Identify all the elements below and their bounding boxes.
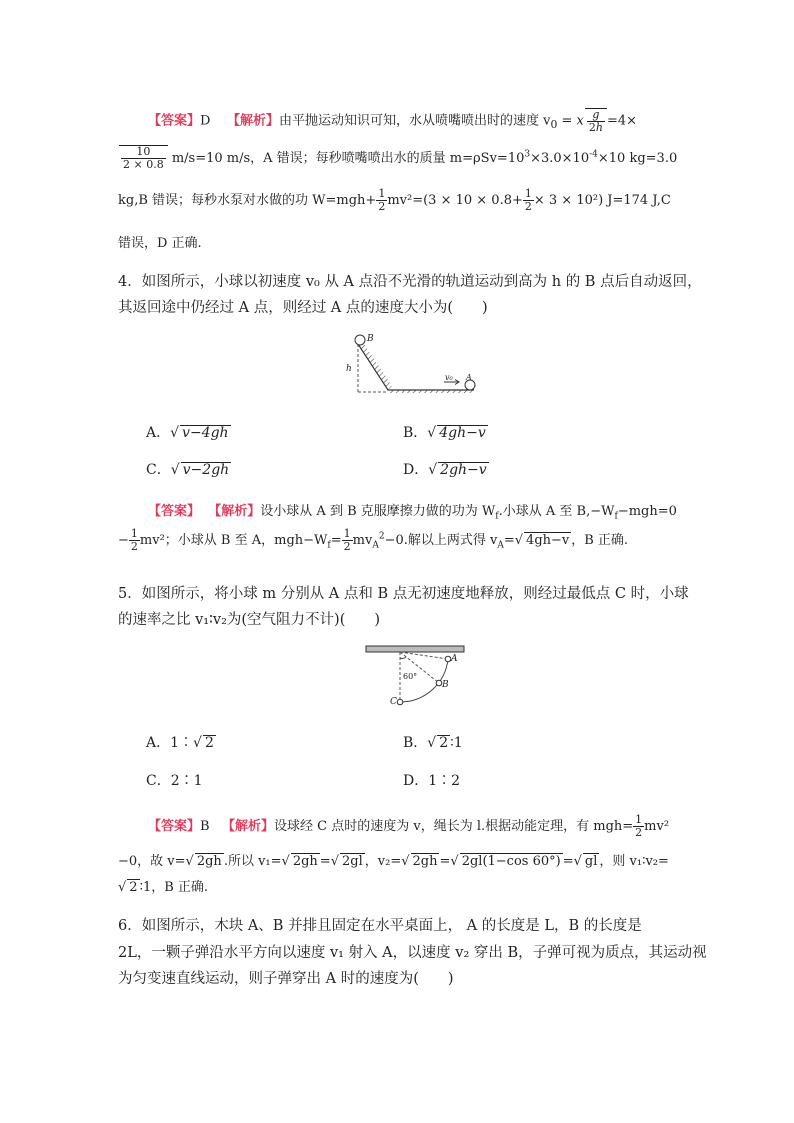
fig-label-h: h [346,364,352,374]
q3-answer-line4 [118,232,202,251]
option-text: 1∶ [170,735,194,751]
answer-text: ×3.0×10 [530,151,590,166]
fraction-numerator: 10 [121,146,166,159]
fig-label-b: B [442,680,449,690]
answer-text: −0.解以上两式得 v [384,533,498,548]
answer-text: 2gh [412,854,438,869]
answer-tag: 【答案】 [148,504,201,519]
fig-label-angle: 60° [403,672,418,681]
option-label: B． [403,735,428,751]
answer-text: −0，故 v= [118,854,186,869]
answer-text: 2gl(1−cos 60°) [461,854,561,869]
analysis-tag: 【解析】 [208,504,261,519]
answer-text: mv² [644,819,670,834]
option-label: A． [146,735,171,751]
answer-tag: 【答案】 [148,819,201,834]
option-expr: v−2gh [182,462,230,478]
q4-answer-line2: − $\frac{1}{2}$ mv²；小球从 B 至 A，$mgh-W_f=$ $\frac{1}{2}$ $mv_A^2-0$.解以上两式得 $v_A=√$ 4gh−v ，B 正确. [118,527,629,553]
q5-answer-line3: √ 2 ∶1，B 正确. [118,880,209,895]
option-text: ∶1 [450,735,463,751]
q5-answer-line1: 【答案】B 【解析】设球经 C 点时的速度为 v，绳长为 l.根据动能定理，有 mgh= $\frac{1}{2}$ mv² [148,813,670,839]
option-label: C． [146,773,171,789]
q4-option-a[interactable]: A．√ v−4gh [146,425,229,441]
option-label: D． [403,773,429,789]
answer-text: ，B 正确. [571,533,629,548]
q6-stem-line1: 6．如图所示，木块 A、B 并排且固定在水平桌面上， A 的长度是 L，B 的长度是 [118,918,642,934]
answer-text: kg,B 错误；每秒水泵对水做的功 W=mgh+ [118,193,377,208]
answer-text: 4gh−v [526,533,570,548]
answer-text: gl [584,854,598,869]
pendulum-ball-c [397,699,403,705]
q5-answer-line2: −0，故 v=√ 2gh .所以 v₁=√ 2gh =√ 2gl ，v₂=√ 2gh =√ 2gl(1−cos 60°) =√ gl ，则 v₁∶v₂= [118,854,669,869]
answer-choice: B [200,819,210,834]
option-expr: 2 [439,735,449,751]
answer-text: −mgh=0 [617,504,677,519]
q4-answer-line1: 【答案】 【解析】设小球从 A 到 B 克服摩擦力做的功为 $W_f$.小球从 A 至 $B,-W_f-mgh=0$ [148,504,677,522]
fig-label-a: A [451,654,458,664]
q3-answer-line1: 【答案】D 【解析】由平抛运动知识可知，水从喷嘴喷出时的速度 $v_0 = x$ $\frac{g}{2h}$ =4× [148,108,638,134]
answer-text: × 3 × 10²) J=174 J,C [533,193,671,208]
fig-label-a: A [466,373,472,382]
answer-text: = [319,854,331,869]
q4-figure-track [340,330,490,400]
answer-text: 设小球从 A 到 B 克服摩擦力做的功为 W [260,504,496,519]
answer-choice: D [200,113,211,129]
q5-stem-line1: 5．如图所示，将小球 m 分别从 A 点和 B 点无初速度地释放，则经过最低点 C 时，小球 [118,586,689,602]
q4-option-d[interactable]: D．√ 2gh−v [403,462,487,478]
answer-text: = [439,854,451,869]
option-text: 1∶2 [428,773,461,789]
pendulum-ball-a [445,656,451,662]
q5-option-c[interactable] [146,770,203,790]
answer-text: = [562,854,574,869]
ball-b [355,335,365,345]
q4-option-b[interactable]: B．√ 4gh−v [403,425,486,441]
option-expr: v−4gh [182,425,229,441]
option-label: D． [403,462,429,478]
q5-stem-line2: 的速率之比 v₁∶v₂为(空气阻力不计)( ) [118,612,381,628]
q5-option-a[interactable]: A．1∶√ 2 [146,735,214,751]
q5-option-b[interactable]: B．√ 2 ∶1 [403,735,463,751]
answer-text: ，则 v₁∶v₂= [599,854,669,869]
answer-text: 小球从 A 至 B,−W [502,504,615,519]
q6-stem-line3: 为匀变速直线运动，则子弹穿出 A 时的速度为( ) [118,971,454,987]
analysis-tag: 【解析】 [221,819,274,834]
answer-text: = [503,533,515,548]
answer-text: m/s=10 m/s，A 错误；每秒喷嘴喷出水的质量 m=ρSv=10 [167,151,525,166]
q4-option-c[interactable]: C．√ v−2gh [146,462,230,478]
answer-text: ×10 kg=3.0 [597,151,678,166]
q3-answer-line3: kg,B 错误；每秒水泵对水做的功 W=mgh+ $\frac{1}{2}$ mv²=(3 × 10 × 0.8+ $\frac{1}{2}$ × 3 × 10²) J=174 J,C [118,187,671,213]
analysis-tag: 【解析】 [226,113,279,129]
answer-text: ，v₂= [364,854,402,869]
option-expr: 2gh−v [440,462,487,478]
answer-text: ∶1，B 正确. [139,880,209,895]
q5-option-d[interactable] [403,770,460,790]
answer-text: 由平抛运动知识可知，水从喷嘴喷出时的速度 v [279,113,551,129]
q4-stem-line2: 其返回途中仍经过 A 点，则经过 A 点的速度大小为( ) [118,300,488,316]
fig-label-c: C [390,697,397,707]
answer-tag: 【答案】 [148,113,201,129]
answer-text: .所以 v₁= [223,854,282,869]
q3-answer-line2: $\frac{10}{2 \times 0.8}$ m/s=10 m/s，A 错误；每秒喷嘴喷出水的质量 $m=\rho Sv=10^3\times 3.0\times 10^{-4}\times 10$ kg=3.0 [118,145,677,171]
fig-label-b: B [367,334,374,344]
answer-text: − [118,533,129,548]
fraction-denominator: 2 × 0.8 [123,158,164,171]
option-label: B． [403,425,428,441]
answer-text: 设球经 C 点时的速度为 v，绳长为 l.根据动能定理，有 mgh= [274,819,634,834]
answer-text: mv²=(3 × 10 × 0.8+ [387,193,523,208]
answer-text: 2gl [342,854,363,869]
option-label: C． [146,462,171,478]
q6-stem-line2: 2L，一颗子弹沿水平方向以速度 v₁ 射入 A，以速度 v₂ 穿出 B，子弹可视为质点，其运动视 [118,945,707,961]
answer-text: 2 [129,880,138,895]
q4-stem-line1: 4．如图所示，小球以初速度 v₀ 从 A 点沿不光滑的轨道运动到高为 h 的 B 点后自动返回， [118,274,702,290]
option-label: A． [146,425,171,441]
answer-text: mv [352,533,373,548]
option-expr: 4gh−v [439,425,486,441]
fig-label-v0: v₀ [445,373,453,382]
option-expr: 2 [204,735,214,751]
answer-text: 4× [617,113,638,129]
answer-text: 错误，D 正确. [118,236,202,251]
answer-text: 2gh [196,854,222,869]
option-text: 2∶1 [170,773,203,789]
answer-text: mv²；小球从 B 至 A，mgh−W [139,533,328,548]
pendulum-ball-b [436,680,442,686]
answer-text: 2gh [292,854,318,869]
